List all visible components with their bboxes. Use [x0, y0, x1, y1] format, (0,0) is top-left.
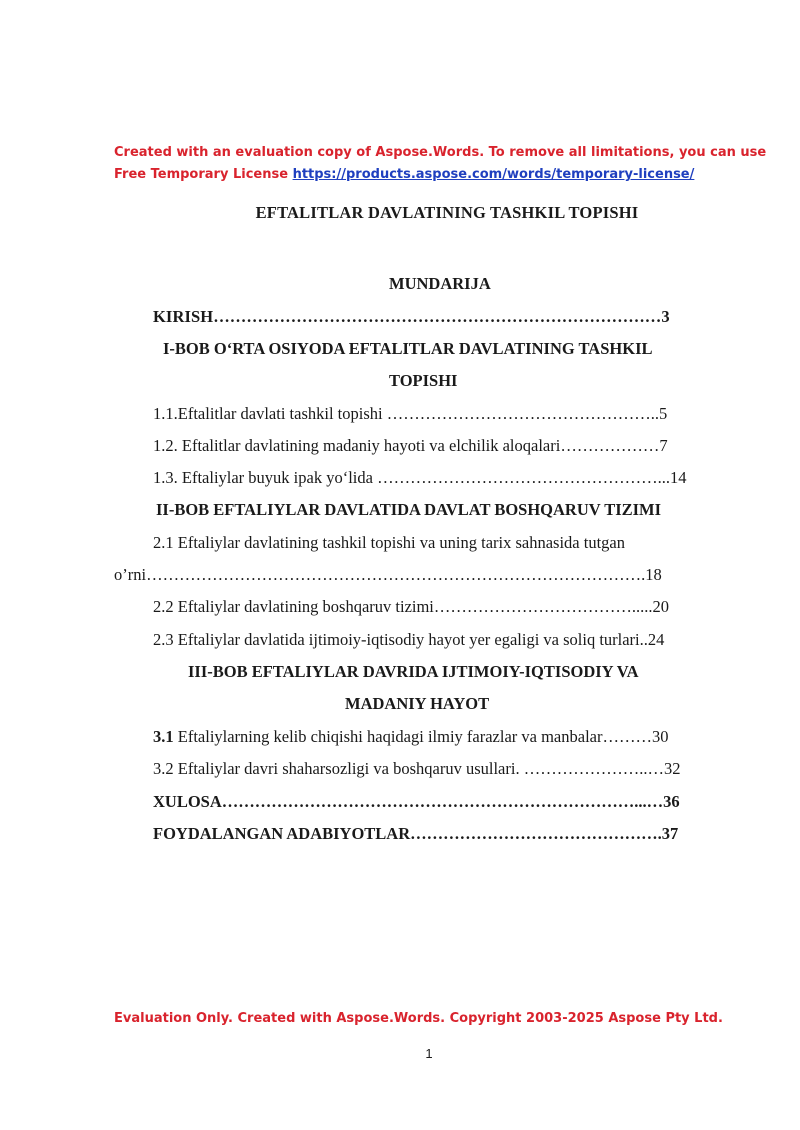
toc-chapter1-title-line1[interactable]: I-BOB O‘RTA OSIYODA EFTALITLAR DAVLATINING TASHKIL [163, 339, 653, 358]
page-number: 1 [425, 1046, 433, 1061]
toc-entry-3-1-number: 3.1 [153, 727, 174, 746]
toc-entry-kirish[interactable]: KIRISH………………………………………………………………………3 [153, 307, 670, 326]
document-title: EFTALITLAR DAVLATINING TASHKIL TOPISHI [255, 203, 639, 222]
toc-entry-3-1-text: Eftaliylarning kelib chiqishi haqidagi ilmiy farazlar va manbalar………30 [173, 727, 669, 746]
toc-entry-xulosa[interactable]: XULOSA…………………………………………………………………...…36 [153, 792, 680, 811]
toc-entry-3-1[interactable] [153, 726, 668, 748]
toc-entry-2-2[interactable]: 2.2 Eftaliylar davlatining boshqaruv tizimi……………………………….....20 [153, 597, 670, 616]
toc-entry-1-1[interactable]: 1.1.Eftalitlar davlati tashkil topishi …………………………………………..5 [153, 404, 668, 423]
evaluation-notice-line2 [114, 164, 754, 186]
toc-entry-foydalangan-adabiyotlar[interactable]: FOYDALANGAN ADABIYOTLAR……………………………………….37 [153, 824, 679, 843]
evaluation-notice-text: Free Temporary License [114, 167, 293, 182]
toc-entry-2-1-line2[interactable]: o’rni……………………………………………………………………………….18 [114, 565, 662, 584]
toc-entry-1-2[interactable]: 1.2. Eftalitlar davlatining madaniy hayoti va elchilik aloqalari………………7 [153, 436, 668, 455]
toc-heading: MUNDARIJA [389, 274, 491, 293]
toc-chapter3-title-line2[interactable]: MADANIY HAYOT [345, 694, 490, 713]
toc-chapter3-title-line1[interactable]: III-BOB EFTALIYLAR DAVRIDA IJTIMOIY-IQTISODIY VA [188, 662, 639, 681]
temporary-license-link[interactable]: https://products.aspose.com/words/temporary-license/ [292, 167, 695, 182]
toc-entry-2-1-line1[interactable]: 2.1 Eftaliylar davlatining tashkil topishi va uning tarix sahnasida tutgan [153, 533, 625, 552]
toc-chapter1-title-line2[interactable]: TOPISHI [389, 371, 458, 390]
evaluation-notice-line1: Created with an evaluation copy of Aspose.Words. To remove all limitations, you can use [114, 145, 767, 160]
toc-entry-2-3[interactable]: 2.3 Eftaliylar davlatida ijtimoiy-iqtisodiy hayot yer egaligi va soliq turlari..24 [153, 630, 665, 649]
toc-chapter2-title[interactable]: II-BOB EFTALIYLAR DAVLATIDA DAVLAT BOSHQARUV TIZIMI [156, 500, 662, 519]
toc-entry-1-3[interactable]: 1.3. Eftaliylar buyuk ipak yo‘lida ……………………………………………...14 [153, 468, 687, 487]
evaluation-footer: Evaluation Only. Created with Aspose.Words. Copyright 2003-2025 Aspose Pty Ltd. [114, 1011, 723, 1026]
toc-entry-3-2[interactable]: 3.2 Eftaliylar davri shaharsozligi va boshqaruv usullari. …………………..…32 [153, 759, 681, 778]
